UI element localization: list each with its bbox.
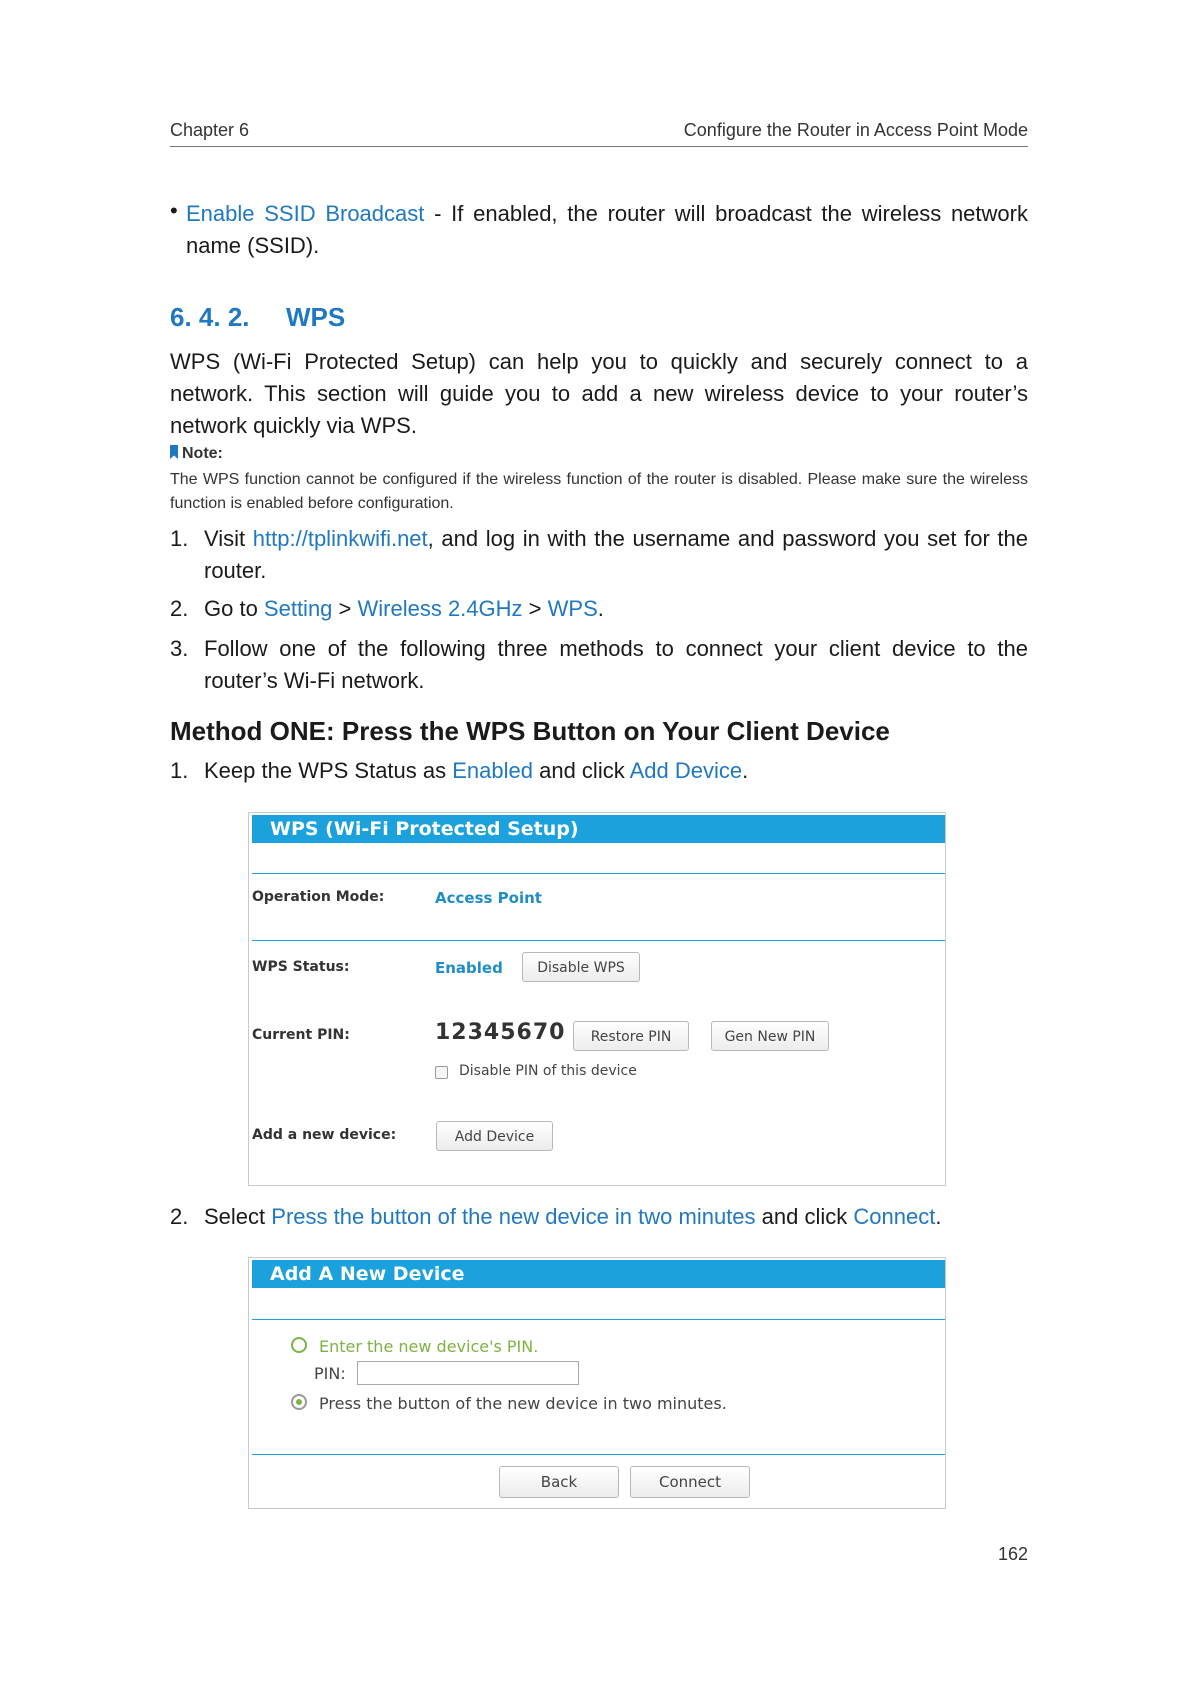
step-number: 2. [170, 1204, 189, 1229]
wps-panel-title: WPS (Wi-Fi Protected Setup) [252, 815, 945, 843]
step-2-pre: Go to [204, 596, 264, 621]
add-device-panel-title: Add A New Device [252, 1260, 945, 1288]
menu-wireless: Wireless 2.4GHz [357, 596, 523, 621]
note-heading [170, 445, 223, 463]
ssid-broadcast-term: Enable SSID Broadcast [186, 201, 425, 226]
method-step-2 [170, 1201, 1028, 1233]
ssid-separator: - [424, 201, 452, 226]
m-step-2-mid: and click [755, 1204, 854, 1229]
divider [252, 1319, 945, 1320]
add-device-term: Add Device [629, 758, 743, 783]
menu-wps: WPS [547, 596, 598, 621]
operation-mode-value: Access Point [435, 889, 542, 907]
m-step-1-end: . [742, 758, 749, 783]
connect-button[interactable]: Connect [630, 1466, 750, 1498]
enter-pin-radio[interactable] [291, 1337, 307, 1353]
section-title: WPS [286, 302, 346, 332]
m-step-2-pre: Select [204, 1204, 272, 1229]
press-button-radio[interactable] [291, 1394, 307, 1410]
add-device-panel [248, 1257, 946, 1509]
step-number: 3. [170, 636, 189, 661]
disable-wps-button[interactable]: Disable WPS [522, 952, 640, 982]
divider [252, 940, 945, 941]
section-number: 6. 4. 2. [170, 302, 250, 332]
wps-status-label: WPS Status: [252, 959, 350, 975]
current-pin-value: 12345670 [435, 1020, 566, 1045]
step-1-pre: Visit [204, 526, 253, 551]
m-step-1-mid: and click [533, 758, 630, 783]
gen-new-pin-button[interactable]: Gen New PIN [711, 1021, 829, 1051]
restore-pin-button[interactable]: Restore PIN [573, 1021, 689, 1051]
wps-panel [248, 812, 946, 1186]
step-number: 1. [170, 758, 189, 783]
step-number: 1. [170, 526, 189, 551]
press-button-term: Press the button of the new device in two minutes [271, 1204, 756, 1229]
operation-mode-label: Operation Mode: [252, 889, 385, 905]
page-number: 162 [997, 1544, 1028, 1564]
divider [252, 1454, 945, 1455]
chapter-title: Configure the Router in Access Point Mode [683, 120, 1028, 140]
back-button[interactable]: Back [499, 1466, 619, 1498]
note-label: Note: [182, 445, 223, 462]
connect-term: Connect [853, 1204, 936, 1229]
note-text: The WPS function cannot be configured if the wireless function of the router is disabled. Please make sure the wireless function is enabled before configuration. [170, 471, 1028, 512]
step-text [204, 523, 1028, 587]
step-2 [170, 593, 1028, 625]
step-1-post: , and log in with the username and password you set for the router. [204, 526, 1028, 583]
method-one-heading: Method ONE: Press the WPS Button on Your Client Device [170, 716, 890, 746]
menu-separator: > [332, 596, 358, 621]
press-button-option-label: Press the button of the new device in two minutes. [319, 1394, 727, 1413]
bookmark-icon [170, 445, 178, 459]
page-header [170, 118, 1028, 147]
ssid-broadcast-paragraph [186, 198, 1028, 262]
m-step-2-end: . [935, 1204, 942, 1229]
step-text [204, 755, 1028, 787]
pin-input[interactable] [357, 1361, 579, 1385]
disable-pin-checkbox[interactable] [435, 1066, 448, 1079]
add-new-device-label: Add a new device: [252, 1127, 397, 1143]
wps-status-value: Enabled [435, 959, 503, 977]
disable-pin-checkbox-label: Disable PIN of this device [459, 1063, 637, 1079]
pin-label: PIN: [314, 1364, 346, 1383]
menu-setting: Setting [263, 596, 333, 621]
ssid-broadcast-text: If enabled, the router will broadcast the wireless network name (SSID). [186, 201, 1028, 258]
chapter-label: Chapter 6 [170, 120, 250, 140]
step-number: 2. [170, 596, 189, 621]
step-text [204, 593, 1028, 625]
enter-pin-option-label: Enter the new device's PIN. [319, 1337, 539, 1356]
bullet-dot: • [170, 198, 178, 223]
m-step-1-pre: Keep the WPS Status as [204, 758, 453, 783]
divider [252, 873, 945, 874]
current-pin-label: Current PIN: [252, 1027, 350, 1043]
tplinkwifi-link[interactable]: http://tplinkwifi.net [252, 526, 428, 551]
step-2-end: . [597, 596, 604, 621]
step-1 [170, 523, 1028, 587]
step-3 [170, 633, 1028, 697]
intro-paragraph: WPS (Wi-Fi Protected Setup) can help you to quickly and securely connect to a network. This section will guide you to add a new wireless device to your router’s network quickly via WPS. [170, 349, 1028, 438]
menu-separator: > [522, 596, 548, 621]
section-heading [170, 302, 345, 333]
method-step-1 [170, 755, 1028, 787]
step-text [204, 1201, 1028, 1233]
add-device-button[interactable]: Add Device [436, 1121, 553, 1151]
enabled-term: Enabled [452, 758, 533, 783]
step-text: Follow one of the following three methods to connect your client device to the router’s Wi-Fi network. [204, 636, 1028, 693]
